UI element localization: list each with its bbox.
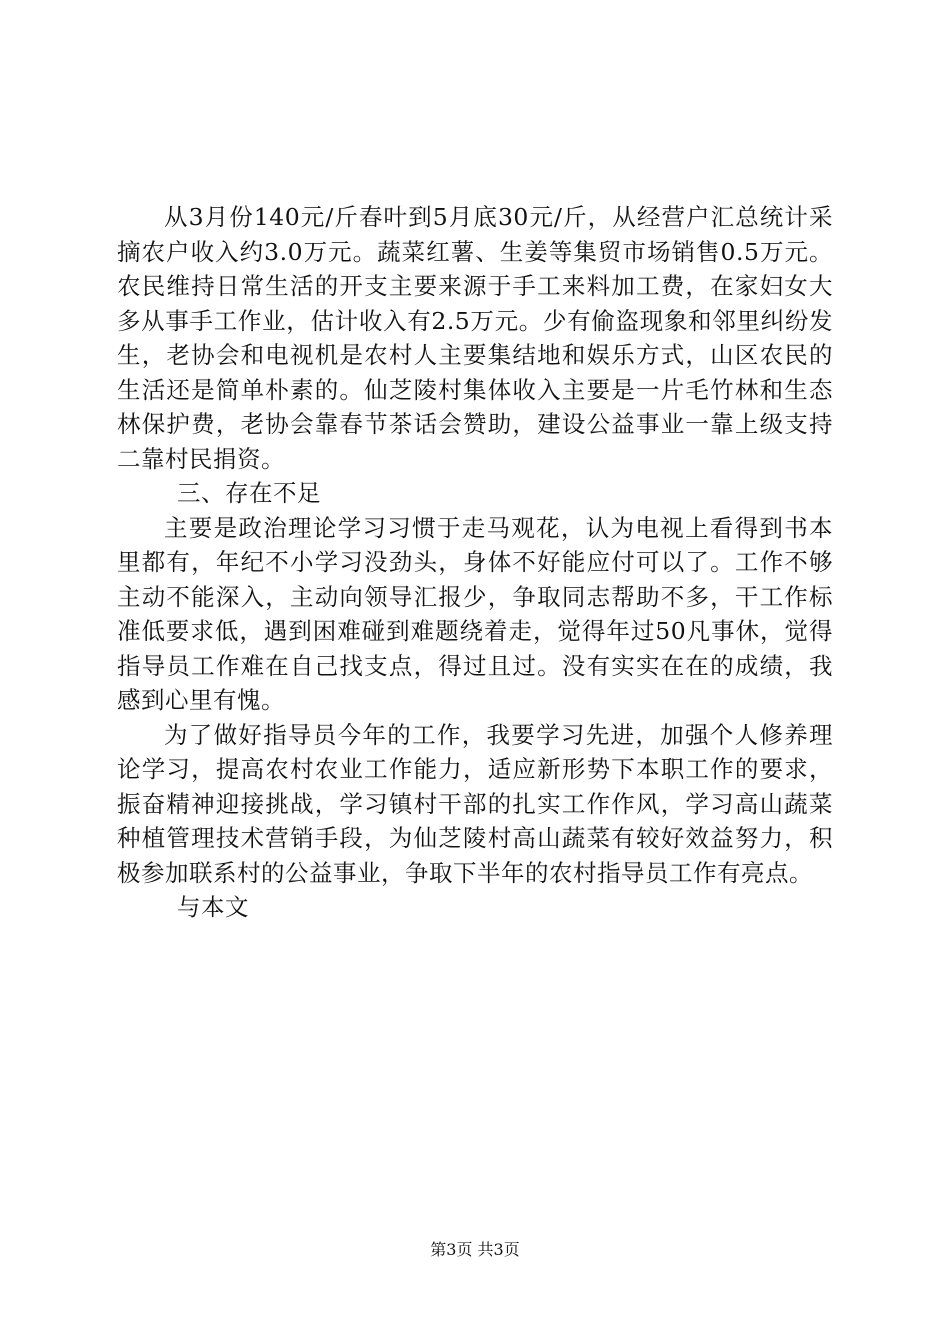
paragraph-plans: 为了做好指导员今年的工作，我要学习先进，加强个人修养理论学习，提高农村农业工作能力，适应新形势下本职工作的要求，振奋精神迎接挑战，学习镇村干部的扎实工作作风，学习高山蔬菜种植管理技术营销手段，为仙芝陵村高山蔬菜有较好效益努力，积极参加联系村的公益事业，争取下半年的农村指导员工作有亮点。	[117, 720, 833, 887]
paragraph-income: 从3月份140元/斤春叶到5月底30元/斤，从经营户汇总统计采摘农户收入约3.0万元。蔬菜红薯、生姜等集贸市场销售0.5万元。农民维持日常生活的开支主要来源于手工来料加工费，在家妇女大多从事手工作业，估计收入有2.5万元。少有偷盗现象和邻里纠纷发生，老协会和电视机是农村人主要集结地和娱乐方式，山区农民的生活还是简单朴素的。仙芝陵村集体收入主要是一片毛竹林和生态林保护费，老协会靠春节茶话会赞助，建设公益事业一靠上级支持二靠村民捐资。	[117, 203, 833, 473]
page-number-footer: 第3页 共3页	[430, 1240, 520, 1259]
section-heading-shortcomings: 三、存在不足	[177, 479, 321, 507]
document-body	[117, 200, 833, 925]
paragraph-shortcomings: 主要是政治理论学习习惯于走马观花，认为电视上看得到书本里都有，年纪不小学习没劲头，身体不好能应付可以了。工作不够主动不能深入，主动向领导汇报少，争取同志帮助不多，干工作标准低要求低，遇到困难碰到难题绕着走，觉得年过50凡事休，觉得指导员工作难在自己找支点，得过且过。没有实实在在的成绩，我感到心里有愧。	[117, 513, 833, 714]
paragraph-related: 与本文	[177, 893, 249, 921]
